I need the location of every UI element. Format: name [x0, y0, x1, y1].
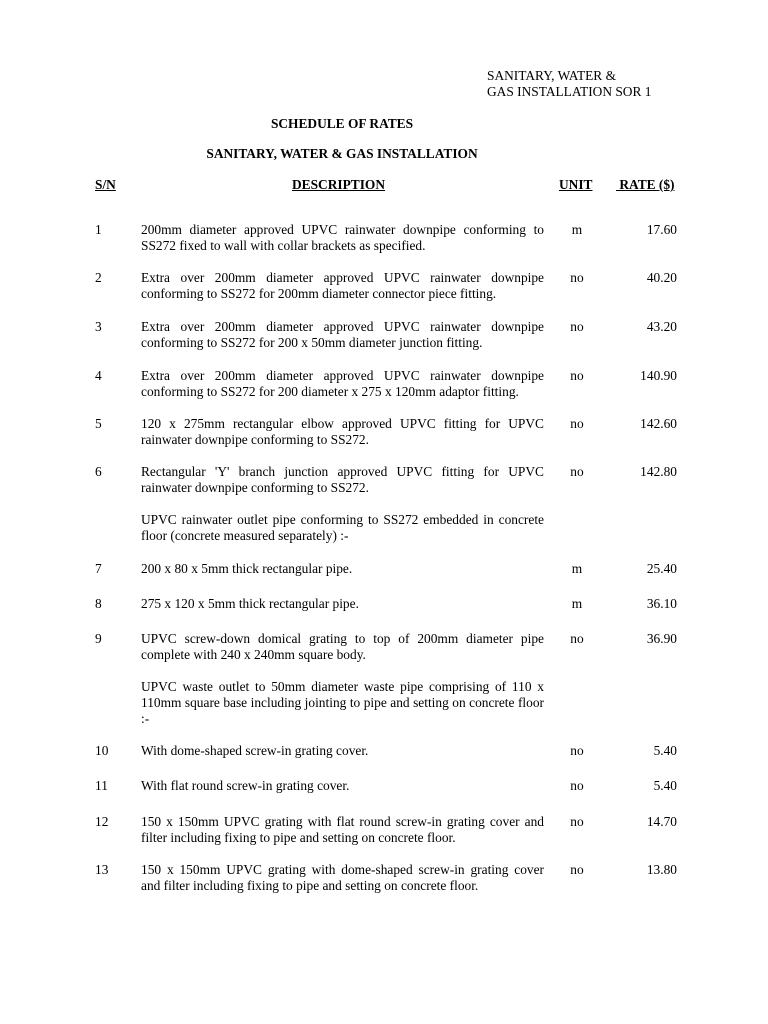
- row-rate: 140.90: [640, 368, 677, 383]
- row-unit: no: [570, 778, 584, 793]
- row-description: Extra over 200mm diameter approved UPVC rainwater downpipe conforming to SS272 for 200 x 50mm diameter junction fitting.: [141, 319, 544, 350]
- row-description: 150 x 150mm UPVC grating with dome-shaped screw-in grating cover and filter including fixing to pipe and setting on concrete floor.: [141, 862, 544, 893]
- row-rate: 17.60: [646, 222, 677, 237]
- row-sn: 7: [95, 561, 102, 576]
- row-sn: 2: [95, 270, 102, 285]
- row-rate: 36.90: [646, 631, 677, 646]
- reference-line-2: GAS INSTALLATION SOR 1: [487, 84, 652, 99]
- row-unit: no: [570, 416, 584, 431]
- row-unit: no: [570, 862, 584, 877]
- row-sn: 6: [95, 464, 102, 479]
- column-header-description: DESCRIPTION: [292, 177, 386, 192]
- row-rate: 142.60: [640, 416, 677, 431]
- row-sn: 11: [95, 778, 108, 793]
- row-rate: 36.10: [646, 596, 677, 611]
- row-sn: 9: [95, 631, 102, 646]
- page-title: SCHEDULE OF RATES: [270, 116, 414, 131]
- row-rate: 25.40: [646, 561, 677, 576]
- row-rate: 40.20: [646, 270, 677, 285]
- row-sn: 12: [95, 814, 109, 829]
- row-unit: no: [570, 270, 584, 285]
- row-description: 200mm diameter approved UPVC rainwater downpipe conforming to SS272 fixed to wall with collar brackets as specified.: [141, 222, 544, 253]
- row-description: Rectangular 'Y' branch junction approved UPVC fitting for UPVC rainwater downpipe conforming to SS272.: [141, 464, 544, 495]
- column-header-rate: RATE ($): [616, 177, 675, 192]
- row-description: 120 x 275mm rectangular elbow approved UPVC fitting for UPVC rainwater downpipe conforming to SS272.: [141, 416, 544, 447]
- row-unit: no: [570, 464, 584, 479]
- row-unit: no: [570, 319, 584, 334]
- row-sn: 5: [95, 416, 102, 431]
- row-sn: 13: [95, 862, 109, 877]
- page-subtitle: SANITARY, WATER & GAS INSTALLATION: [206, 146, 478, 161]
- row-unit: no: [570, 814, 584, 829]
- row-description: 275 x 120 x 5mm thick rectangular pipe.: [141, 596, 359, 611]
- row-unit: m: [571, 596, 583, 611]
- row-sn: 4: [95, 368, 102, 383]
- row-rate: 43.20: [646, 319, 677, 334]
- row-unit: m: [571, 222, 583, 237]
- row-description: Extra over 200mm diameter approved UPVC rainwater downpipe conforming to SS272 for 200 diameter x 275 x 120mm adaptor fitting.: [141, 368, 544, 399]
- row-description: 200 x 80 x 5mm thick rectangular pipe.: [141, 561, 353, 576]
- row-description: With dome-shaped screw-in grating cover.: [141, 743, 369, 758]
- row-sn: 10: [95, 743, 109, 758]
- row-sn: 3: [95, 319, 102, 334]
- section-note: UPVC rainwater outlet pipe conforming to SS272 embedded in concrete floor (concrete measured separately) :-: [141, 512, 544, 543]
- row-unit: no: [570, 631, 584, 646]
- reference-line-1: SANITARY, WATER &: [487, 68, 617, 83]
- row-sn: 1: [95, 222, 102, 237]
- column-header-sn: S/N: [95, 177, 116, 192]
- row-unit: no: [570, 368, 584, 383]
- row-description: With flat round screw-in grating cover.: [141, 778, 350, 793]
- section-note: UPVC waste outlet to 50mm diameter waste pipe comprising of 110 x 110mm square base including jointing to pipe and setting on concrete floor :-: [141, 679, 544, 726]
- row-description: Extra over 200mm diameter approved UPVC rainwater downpipe conforming to SS272 for 200mm diameter connector piece fitting.: [141, 270, 544, 301]
- row-rate: 14.70: [646, 814, 677, 829]
- row-sn: 8: [95, 596, 102, 611]
- row-unit: m: [571, 561, 583, 576]
- row-rate: 5.40: [653, 743, 677, 758]
- document-reference: [487, 68, 651, 100]
- row-rate: 13.80: [646, 862, 677, 877]
- row-description: 150 x 150mm UPVC grating with flat round screw-in grating cover and filter including fixing to pipe and setting on concrete floor.: [141, 814, 544, 845]
- row-description: UPVC screw-down domical grating to top of 200mm diameter pipe complete with 240 x 240mm square body.: [141, 631, 544, 662]
- row-rate: 5.40: [653, 778, 677, 793]
- column-header-unit: UNIT: [559, 177, 593, 192]
- row-unit: no: [570, 743, 584, 758]
- row-rate: 142.80: [640, 464, 677, 479]
